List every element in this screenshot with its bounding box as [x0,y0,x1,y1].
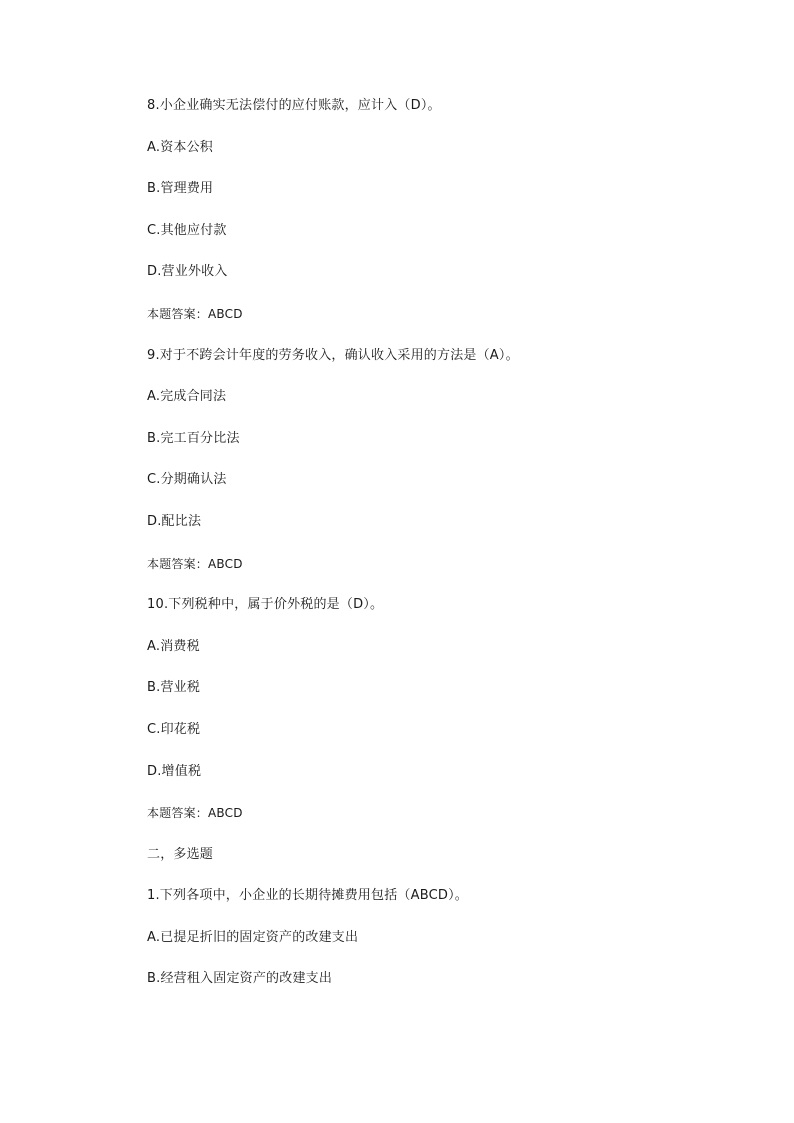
q10-answer: 本题答案：ABCD [147,806,243,821]
q9-option-c: C.分期确认法 [147,472,227,488]
q8-answer: 本题答案：ABCD [147,306,243,321]
question-10: 10.下列税种中，属于价外税的是（D）。 [147,597,384,613]
q10-option-a: A.消费税 [147,638,200,654]
multi-q1-option-b: B.经营租入固定资产的改建支出 [147,971,333,987]
question-8: 8.小企业确实无法偿付的应付账款，应计入（D）。 [147,98,441,113]
q9-option-b: B.完工百分比法 [147,430,240,446]
q10-option-d: D.增值税 [147,763,202,779]
q10-option-c: C.印花税 [147,721,201,737]
q8-option-a: A.资本公积 [147,139,213,155]
q8-option-c: C.其他应付款 [147,222,227,238]
q8-option-d: D.营业外收入 [147,264,228,280]
document-page [147,96,747,1011]
q10-option-b: B.营业税 [147,680,201,696]
q9-option-a: A.完成合同法 [147,389,227,405]
question-9: 9.对于不跨会计年度的劳务收入，确认收入采用的方法是（A）。 [147,347,519,363]
q9-answer: 本题答案：ABCD [147,556,243,571]
multi-question-1: 1.下列各项中，小企业的长期待摊费用包括（ABCD）。 [147,888,468,904]
section-heading-multiple-choice: 二，多选题 [147,846,214,862]
q8-option-b: B.管理费用 [147,181,214,197]
multi-q1-option-a: A.已提足折旧的固定资产的改建支出 [147,929,359,945]
q9-option-d: D.配比法 [147,513,202,529]
